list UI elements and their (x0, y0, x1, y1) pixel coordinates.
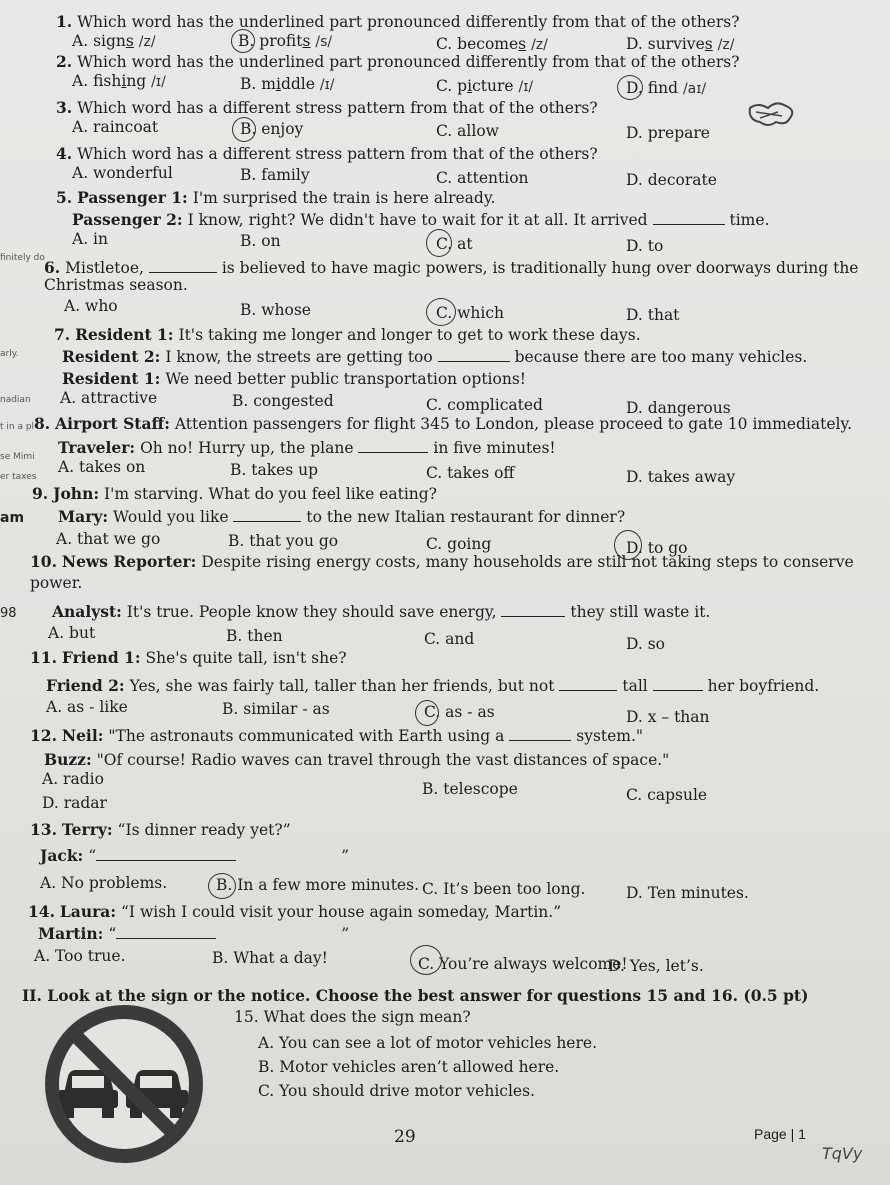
question-number: 5. (56, 188, 73, 207)
question-number: 8. (34, 414, 51, 433)
option-d[interactable]: D. Yes, let’s. (608, 957, 704, 975)
option-c[interactable]: C. It’s been too long. (422, 880, 586, 898)
answer-blank[interactable] (501, 602, 565, 617)
speaker: News Reporter: (61, 552, 197, 571)
answer-blank[interactable] (438, 347, 510, 362)
option-b[interactable]: B. similar - as (222, 700, 330, 718)
page-number: Page | 1 (754, 1126, 806, 1142)
option-c[interactable]: C. and (424, 630, 475, 648)
option-a[interactable]: A. that we go (56, 530, 161, 548)
option-d[interactable]: D. fnd /aɪ/ (626, 79, 707, 97)
speaker: Buzz: (44, 750, 92, 769)
question-10: 10. News Reporter: Despite rising energy costs, many households are still not taking steps to conserve (30, 552, 854, 571)
question-number: 12. (30, 726, 57, 745)
answer-blank[interactable] (233, 507, 301, 522)
answer-blank[interactable] (653, 676, 703, 691)
option-a[interactable]: A. fishing /ɪ/ (72, 72, 166, 90)
margin-note: se Mimi (0, 452, 35, 462)
question-text: Christmas season. (44, 276, 188, 294)
answer-circle (232, 117, 256, 142)
dialogue-line: Traveler: Oh no! Hurry up, the plane in five minutes! (58, 438, 556, 457)
speaker: Mary: (58, 507, 109, 526)
option-c[interactable]: C. becomes /z/ (436, 35, 548, 53)
option-d[interactable]: D. decorate (626, 171, 717, 189)
answer-blank[interactable] (559, 676, 617, 691)
speaker: Resident 1: (75, 325, 174, 344)
option-b[interactable]: B. then (226, 627, 283, 645)
option-d[interactable]: D. prepare (626, 124, 710, 142)
option-a[interactable]: A. attractive (60, 389, 158, 407)
option-a[interactable]: A. in (72, 230, 108, 248)
question-6: 6. Mistletoe, is believed to have magic powers, is traditionally hung over doorways during the (44, 258, 859, 277)
option-c[interactable]: C. takes off (426, 464, 515, 482)
option-a[interactable]: A. takes on (58, 458, 146, 476)
question-number: 3. (56, 98, 73, 117)
question-12: 12. Neil: "The astronauts communicated with Earth using a system." (30, 726, 644, 745)
option-c[interactable]: C. complicated (426, 396, 543, 414)
answer-circle (231, 29, 255, 53)
option-c[interactable]: C. allow (436, 122, 499, 140)
option-a[interactable]: A. You can see a lot of motor vehicles here. (258, 1034, 597, 1052)
answer-circle (426, 298, 456, 326)
question-text: Which word has a different stress pattern from that of the others? (77, 99, 598, 117)
question-1 (56, 12, 740, 32)
option-b[interactable]: B. that you go (228, 532, 339, 550)
answer-circle (410, 945, 442, 975)
speaker: Resident 1: (62, 369, 161, 388)
speaker: Martin: (38, 924, 104, 943)
option-d[interactable]: D. so (626, 635, 666, 653)
speaker: Laura: (59, 902, 117, 921)
dialogue-line: Resident 1: We need better public transportation options! (62, 369, 526, 388)
speaker: Resident 2: (62, 347, 161, 366)
speaker: Terry: (61, 820, 113, 839)
option-b[interactable]: B. What a day! (212, 949, 328, 967)
answer-blank[interactable] (358, 438, 428, 453)
question-number: 9. (32, 484, 49, 503)
question-7: 7. Resident 1: It's taking me longer and longer to get to work these days. (54, 325, 641, 344)
option-c[interactable]: C. attention (436, 169, 529, 187)
answer-blank[interactable] (149, 258, 217, 273)
dialogue-line: Jack: “ ” (40, 846, 350, 865)
speaker: Neil: (61, 726, 104, 745)
option-b[interactable]: B. telescope (422, 780, 518, 798)
handwritten-number: 29 (394, 1127, 416, 1147)
answer-blank[interactable] (653, 210, 725, 225)
speaker: Traveler: (58, 438, 136, 457)
option-b[interactable]: B. enjoy (240, 120, 304, 138)
speaker: Airport Staff: (55, 414, 170, 433)
dialogue-line: Resident 2: I know, the streets are getting too because there are too many vehicles. (62, 347, 808, 366)
option-a[interactable]: A. signs /z/ (72, 32, 156, 50)
option-a[interactable]: A. Too true. (34, 947, 126, 965)
option-c[interactable]: C. picture /ɪ/ (436, 77, 534, 95)
option-c[interactable]: C. going (426, 535, 492, 553)
option-c[interactable]: C. at (436, 235, 473, 253)
option-b[interactable]: B. on (240, 232, 281, 250)
option-b[interactable]: B. profits /s/ (238, 32, 333, 50)
speaker: Jack: (40, 846, 84, 865)
margin-note: finitely do (0, 253, 45, 263)
margin-note: arly. (0, 349, 19, 359)
question-number: 4. (56, 144, 73, 163)
question-text: power. (30, 574, 83, 592)
option-b[interactable]: B. takes up (230, 461, 319, 479)
handwritten-ipa: /z/ (531, 37, 548, 53)
dialogue-line: Friend 2: Yes, she was fairly tall, taller than her friends, but not tall her boyfriend. (46, 676, 820, 695)
margin-note: am (0, 510, 25, 526)
option-d[interactable]: D. x – than (626, 708, 710, 726)
speaker: Passenger 2: (72, 210, 183, 229)
margin-note: nadian (0, 395, 31, 405)
question-number: 13. (30, 820, 57, 839)
question-number: 10. (30, 552, 57, 571)
question-3 (56, 98, 598, 118)
question-9: 9. John: I'm starving. What do you feel like eating? (32, 484, 437, 503)
question-number: 1. (56, 12, 73, 31)
margin-note: 98 (0, 606, 17, 621)
question-number: 6. (44, 258, 61, 277)
question-text: Which word has the underlined part pronounced differently from that of the others? (77, 13, 740, 31)
question-number: 7. (54, 325, 71, 344)
dialogue-line: Mary: Would you like to the new Italian restaurant for dinner? (58, 507, 626, 526)
question-15: 15. What does the sign mean? (234, 1008, 471, 1026)
question-11: 11. Friend 1: She's quite tall, isn't she? (30, 648, 347, 667)
dialogue-line: Buzz: "Of course! Radio waves can travel through the vast distances of space." (44, 750, 670, 769)
option-d[interactable]: D. survives /z/ (626, 35, 735, 53)
doodle-icon (742, 96, 802, 136)
option-c[interactable]: C. as - as (424, 703, 495, 721)
question-14: 14. Laura: “I wish I could visit your house again someday, Martin.” (28, 902, 562, 921)
question-number: 14. (28, 902, 55, 921)
option-c[interactable]: C. You should drive motor vehicles. (258, 1082, 535, 1100)
question-number: 11. (30, 648, 57, 667)
handwritten-ipa: /z/ (138, 34, 156, 50)
answer-blank[interactable] (116, 924, 216, 939)
margin-note: er taxes (0, 472, 37, 482)
option-d[interactable]: D. Ten minutes. (626, 884, 749, 902)
question-text: Which word has a different stress pattern from that of the others? (77, 145, 598, 163)
option-d[interactable]: D. to go (626, 539, 688, 557)
question-5: 5. Passenger 1: I'm surprised the train is here already. (56, 188, 496, 207)
option-c[interactable]: C. capsule (626, 786, 708, 804)
question-text: Which word has the underlined part pronounced differently from that of the others? (77, 53, 740, 71)
option-c[interactable]: C. You’re always welcome! (418, 955, 628, 973)
question-8: 8. Airport Staff: Attention passengers for flight 345 to London, please proceed to gate 10 immediately. (34, 414, 853, 433)
option-b[interactable]: B. family (240, 166, 310, 184)
speaker: Friend 2: (46, 676, 125, 695)
handwritten-ipa: /ɪ/ (319, 77, 335, 93)
option-b[interactable]: B. middle /ɪ/ (240, 75, 335, 93)
handwritten-ipa: /z/ (717, 37, 735, 53)
option-c[interactable]: C. which (436, 304, 505, 322)
option-a[interactable]: A. who (64, 297, 118, 315)
answer-circle (208, 873, 236, 899)
option-a[interactable]: A. as - like (46, 698, 128, 716)
no-motor-vehicles-sign (44, 1004, 204, 1164)
option-b[interactable]: B. congested (232, 392, 334, 410)
question-4 (56, 144, 598, 164)
option-b[interactable]: B. Motor vehicles aren’t allowed here. (258, 1058, 560, 1076)
section-heading: II. Look at the sign or the notice. Choose the best answer for questions 15 and 16. (0.5 pt) (22, 986, 809, 1005)
option-a[interactable]: A. wonderful (72, 164, 173, 182)
answer-blank[interactable] (96, 846, 236, 861)
question-13: 13. Terry: “Is dinner ready yet?” (30, 820, 291, 839)
dialogue-line: Martin: “ ” (38, 924, 350, 943)
question-2 (56, 52, 740, 72)
question-number: 2. (56, 52, 73, 71)
dialogue-line: Analyst: It's true. People know they should save energy, they still waste it. (52, 602, 711, 621)
option-d[interactable]: D. takes away (626, 468, 736, 486)
speaker: Passenger 1: (77, 188, 188, 207)
option-a[interactable]: A. raincoat (72, 118, 159, 136)
option-d[interactable]: D. dangerous (626, 399, 731, 417)
dialogue-line: Passenger 2: I know, right? We didn't have to wait for it at all. It arrived time. (72, 210, 770, 229)
signature: TqVy (822, 1144, 863, 1163)
option-a[interactable]: A. No problems. (40, 874, 168, 892)
option-a[interactable]: A. radio (42, 770, 104, 788)
speaker: Friend 1: (61, 648, 141, 667)
handwritten-ipa: /ɪ/ (151, 74, 166, 90)
option-a[interactable]: A. but (48, 624, 96, 642)
handwritten-ipa: /s/ (315, 34, 333, 50)
speaker: John: (53, 484, 100, 503)
answer-circle (415, 700, 439, 726)
handwritten-ipa: /ɪ/ (518, 79, 534, 95)
option-d[interactable]: D. that (626, 306, 680, 324)
speaker: Analyst: (52, 602, 122, 621)
margin-note: t in a pl (0, 422, 35, 432)
option-b[interactable]: B. In a few more minutes. (216, 876, 419, 894)
answer-circle (617, 75, 643, 100)
answer-circle (426, 229, 452, 257)
handwritten-ipa: /aɪ/ (682, 81, 707, 97)
option-b[interactable]: B. whose (240, 301, 311, 319)
option-d[interactable]: D. radar (42, 794, 107, 812)
answer-blank[interactable] (509, 726, 571, 741)
option-d[interactable]: D. to (626, 237, 664, 255)
